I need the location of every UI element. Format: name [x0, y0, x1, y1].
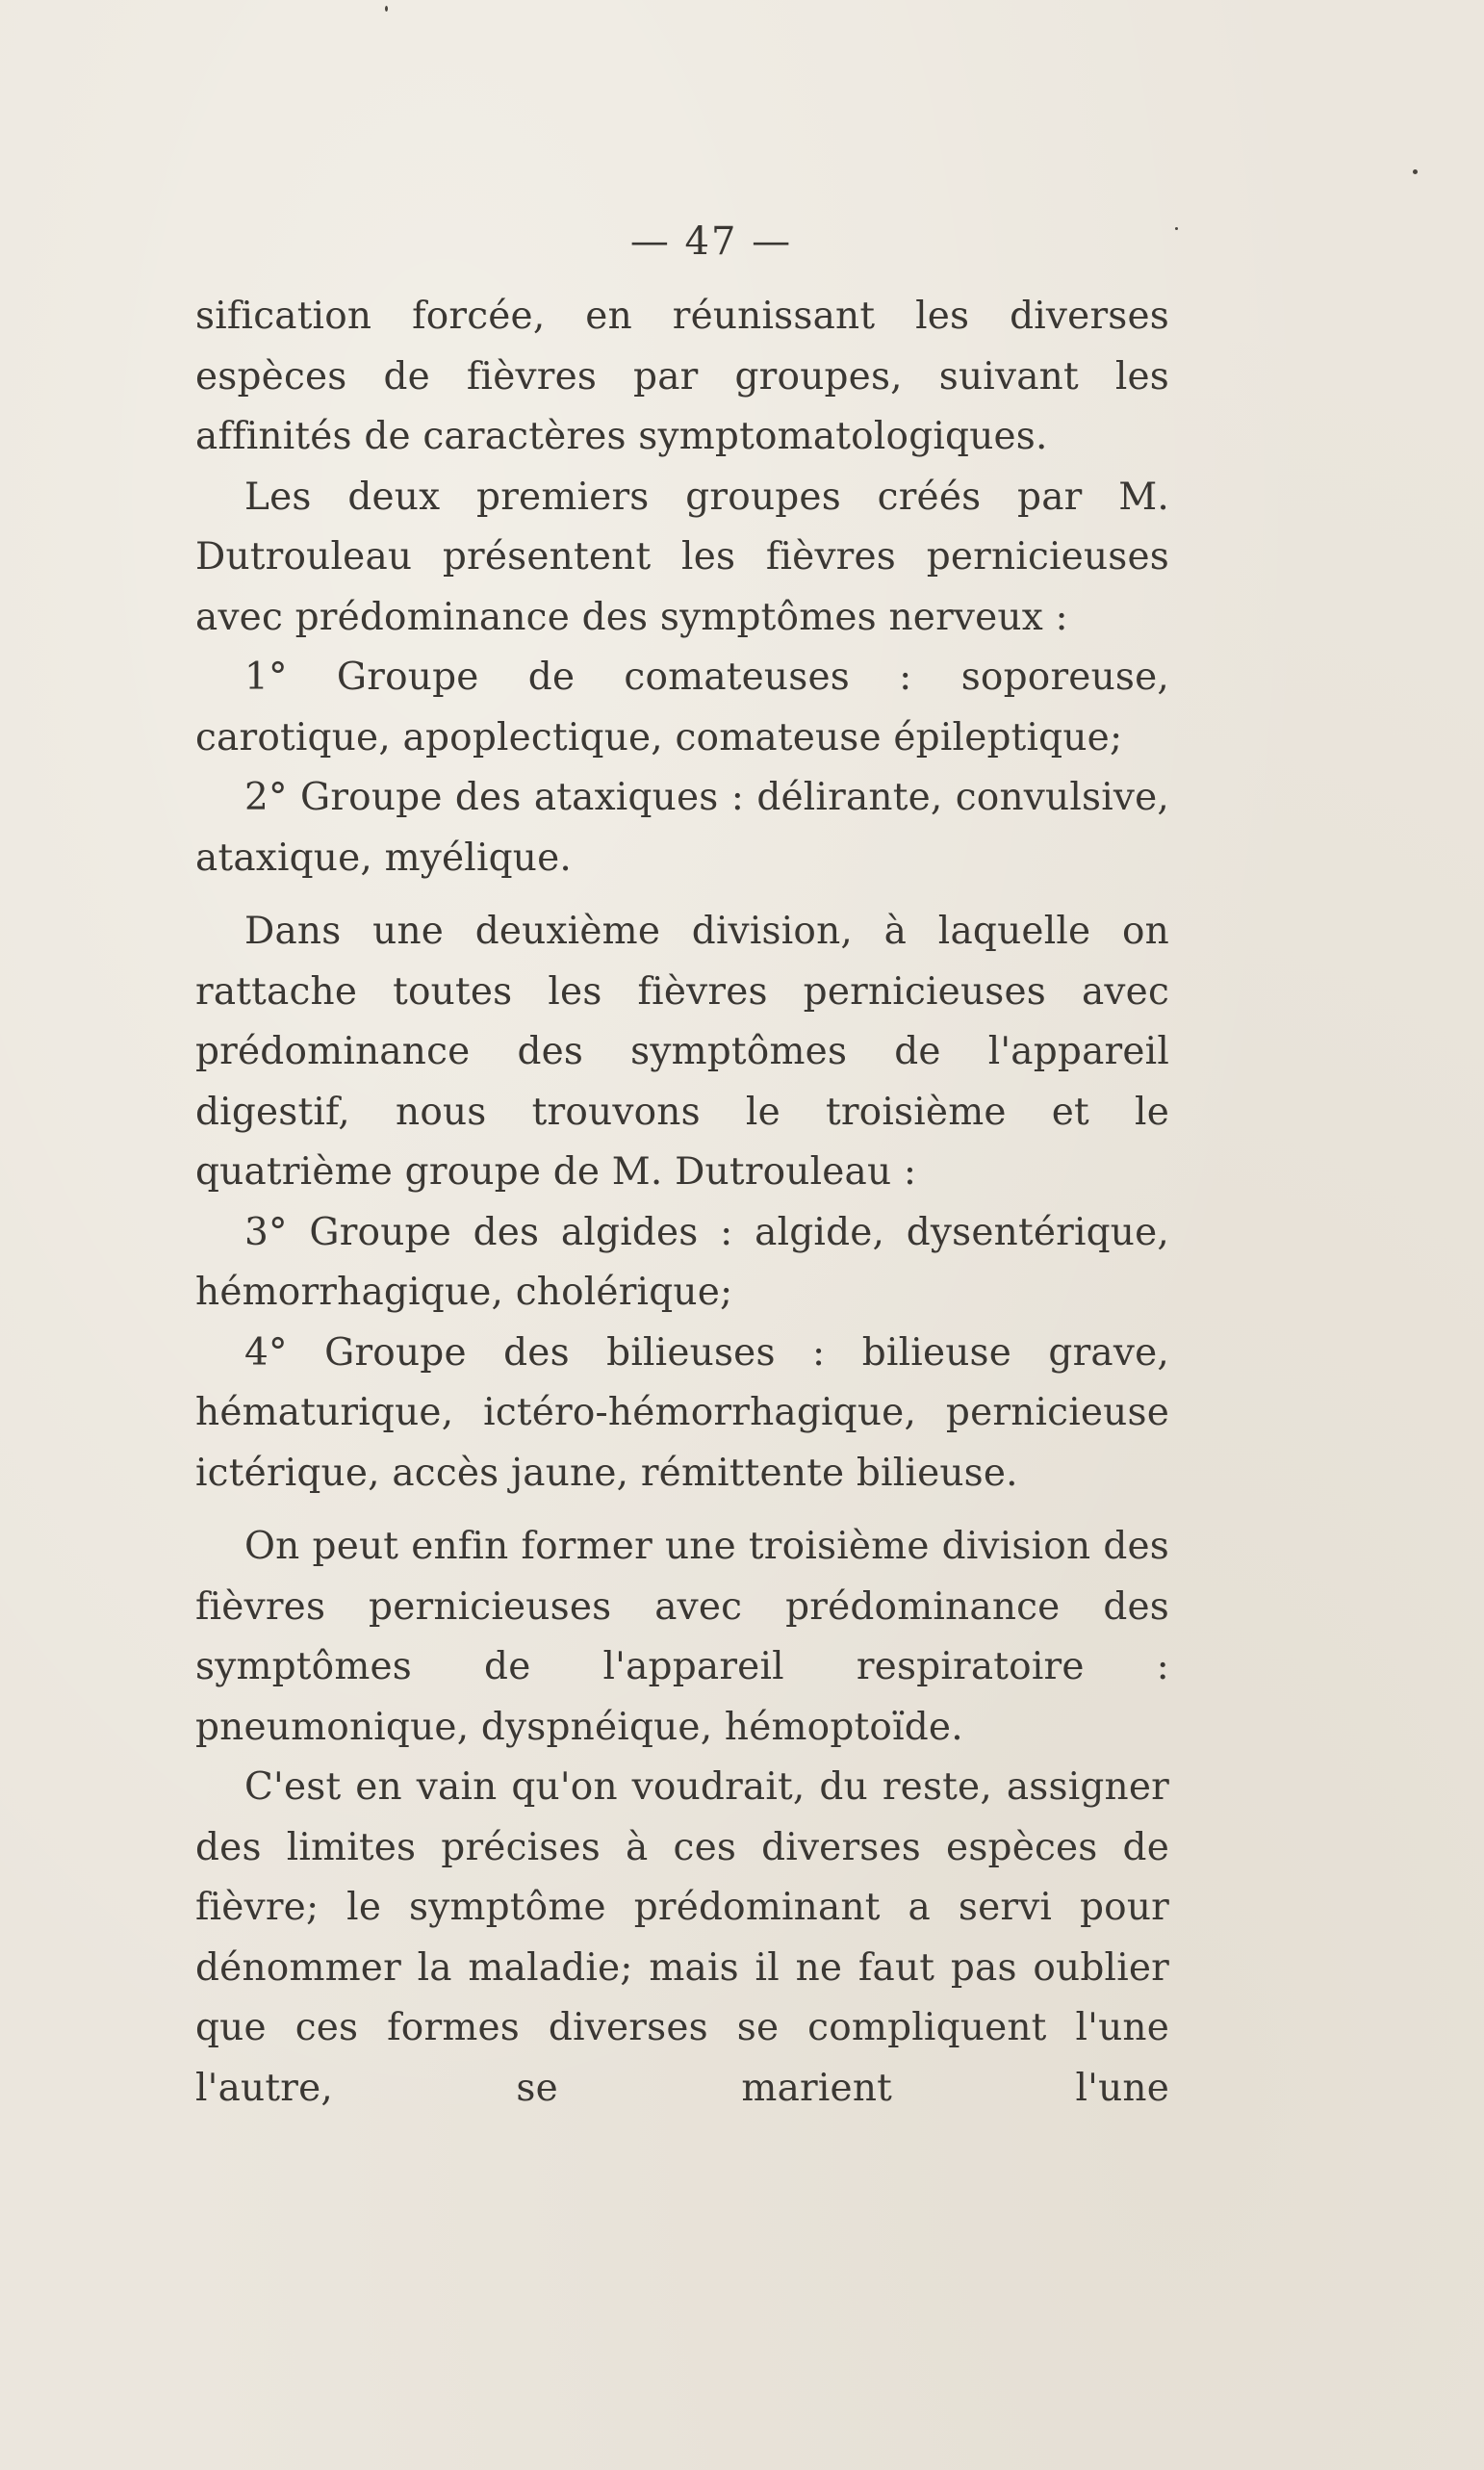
paragraph-4: On peut enfin former une troisième division des fièvres pernicieuses avec prédominance des symptômes de l'appareil respiratoire : pneumonique, dyspnéique, hémoptoïde. — [195, 1525, 1169, 1749]
paragraph-3: Dans une deuxième division, à laquelle on rattache toutes les fièvres pernicieuses avec prédominance des symptômes de l'appareil digestif, nous trouvons le troisième et le quatrième groupe de M. Dutrouleau : — [195, 910, 1169, 1194]
page-number: — 47 — — [629, 219, 793, 264]
paragraph-5: C'est en vain qu'on voudrait, du reste, assigner des limites précises à ces diverses espèces de fièvre; le symptôme prédominant a servi pour dénommer la maladie; mais il ne faut pas oublier que ces formes diverses se compliquent l'une l'autre, se marient l'une — [195, 1765, 1169, 2110]
paper-speck — [385, 6, 388, 12]
body-text — [195, 287, 1169, 2119]
paper-speck — [1175, 227, 1178, 230]
paper-speck — [1413, 169, 1418, 174]
paragraph-1: sification forcée, en réunissant les diverses espèces de fièvres par groupes, suivant les affinités de caractères symptomatologiques. — [195, 295, 1169, 458]
paragraph-2: Les deux premiers groupes créés par M. Dutrouleau présentent les fièvres pernicieuses avec prédominance des symptômes nerveux : — [195, 475, 1169, 639]
list-item-group-2: 2° Groupe des ataxiques : délirante, convulsive, ataxique, myélique. — [195, 776, 1169, 880]
list-item-group-4: 4° Groupe des bilieuses : bilieuse grave, hématurique, ictéro-hémorrhagique, pernicieuse ictérique, accès jaune, rémittente bilieuse. — [195, 1330, 1169, 1495]
list-item-group-3: 3° Groupe des algides : algide, dysentérique, hémorrhagique, cholérique; — [195, 1210, 1169, 1314]
list-item-group-1: 1° Groupe de comateuses : soporeuse, carotique, apoplectique, comateuse épileptique; — [195, 656, 1169, 759]
